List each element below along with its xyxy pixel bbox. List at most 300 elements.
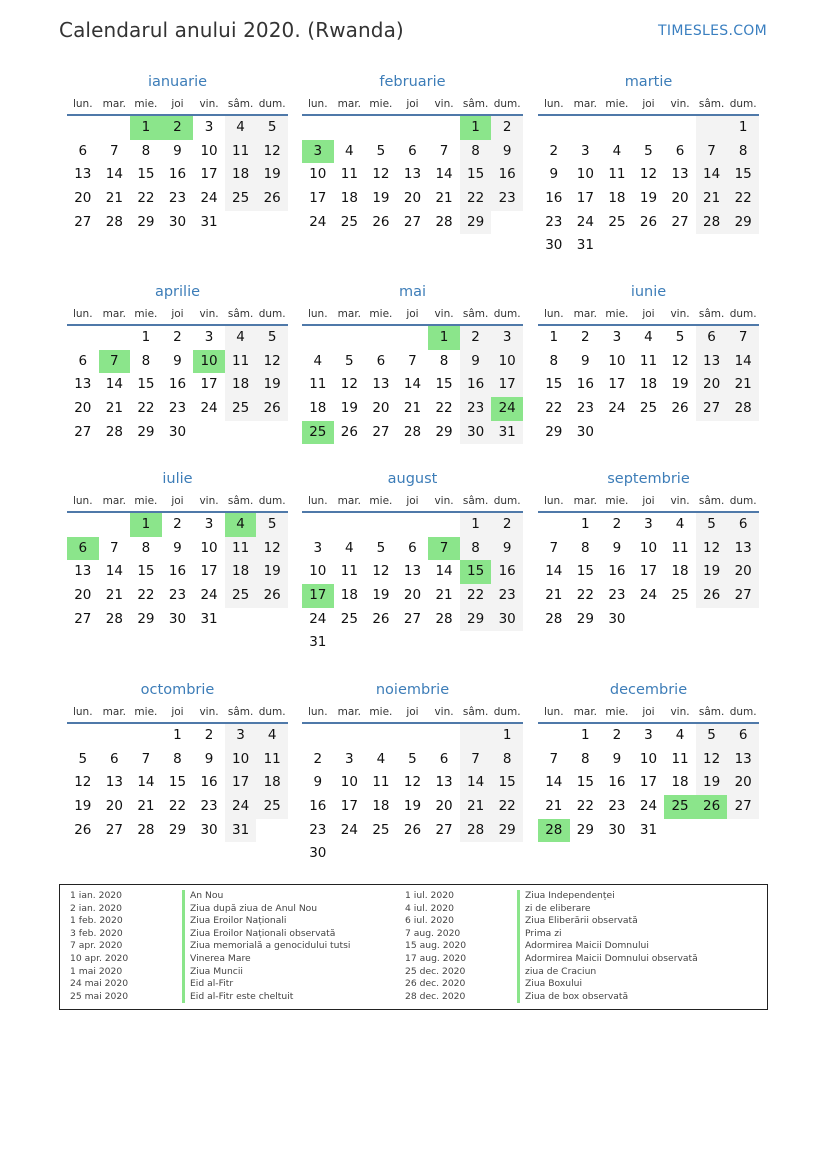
weekday-label: mie.	[369, 308, 393, 320]
day-cell: 25	[225, 397, 257, 421]
empty-day-cell	[67, 116, 99, 140]
day-cell: 30	[608, 821, 626, 838]
day-cell: 22	[137, 190, 155, 207]
month-name: noiembrie	[375, 682, 450, 698]
day-cell: 17	[200, 563, 218, 580]
empty-day-cell	[570, 116, 602, 140]
day-cell: 30	[545, 237, 563, 254]
day-cell: 31	[576, 237, 594, 254]
day-cell: 6	[110, 750, 119, 767]
day-cell: 20	[105, 798, 123, 815]
empty-day-cell	[664, 116, 696, 140]
day-cell: 12	[74, 774, 92, 791]
holiday-day-cell: 7	[428, 537, 460, 561]
day-cell: 18	[309, 400, 327, 417]
day-cell: 28	[435, 213, 453, 230]
day-cell: 29	[576, 821, 594, 838]
day-cell: 29	[137, 610, 155, 627]
day-grid	[302, 513, 523, 655]
weekday-label: mar.	[573, 98, 598, 110]
weekday-label: vin.	[670, 495, 690, 507]
legend-date: 17 aug. 2020	[405, 952, 467, 964]
legend-date: 1 ian. 2020	[70, 890, 122, 901]
empty-day-cell	[302, 326, 334, 350]
day-cell: 24	[200, 400, 218, 417]
day-cell: 21	[137, 798, 155, 815]
day-cell: 29	[545, 423, 563, 440]
day-cell: 26	[639, 213, 658, 230]
day-cell: 15	[137, 563, 155, 580]
legend-date: 15 aug. 2020	[405, 940, 467, 952]
holiday-day-cell: 28	[538, 819, 570, 843]
day-cell: 2	[581, 329, 590, 345]
day-grid	[67, 326, 288, 444]
day-cell: 23	[168, 400, 187, 417]
day-cell: 22	[435, 400, 453, 417]
day-cell: 4	[644, 329, 653, 345]
empty-day-cell	[302, 116, 334, 140]
day-cell: 24	[639, 798, 658, 815]
legend-holiday-name: Eid al-Fitr	[182, 978, 233, 991]
day-cell: 6	[439, 750, 449, 767]
legend-date: 1 mai 2020	[70, 965, 123, 977]
legend-holiday-name: ziua de Craciun	[517, 966, 596, 979]
day-cell: 26	[256, 584, 288, 608]
day-cell: 29	[168, 821, 187, 838]
day-cell: 6	[696, 326, 728, 350]
day-cell: 4	[612, 142, 622, 159]
weekday-label: sâm.	[462, 706, 489, 718]
day-cell: 4	[313, 352, 323, 369]
day-cell: 3	[345, 750, 354, 767]
legend-holiday-name: Ziua Eroilor Naționali observată	[182, 928, 335, 941]
day-cell: 21	[435, 587, 453, 604]
day-cell: 28	[727, 397, 759, 421]
legend-holiday-name: Ziua Boxului	[517, 978, 582, 991]
day-cell: 2	[612, 516, 622, 532]
holiday-day-cell: 7	[99, 350, 131, 374]
day-cell: 9	[491, 140, 523, 164]
holiday-day-cell: 24	[491, 397, 523, 421]
weekday-header	[302, 491, 523, 513]
legend-holiday-name: Adormirea Maicii Domnului observată	[517, 953, 698, 966]
weekday-label: joi	[171, 308, 184, 320]
day-cell: 5	[644, 142, 653, 159]
empty-day-cell	[302, 724, 334, 748]
weekday-label: sâm.	[698, 98, 725, 110]
legend-date: 1 feb. 2020	[70, 915, 123, 927]
weekday-label: joi	[642, 308, 655, 320]
empty-day-cell	[365, 513, 397, 537]
day-cell: 20	[696, 373, 728, 397]
day-cell: 5	[78, 750, 88, 767]
day-cell: 22	[460, 584, 492, 608]
day-cell: 11	[671, 750, 689, 767]
legend-holiday-name: An Nou	[182, 890, 223, 903]
day-cell: 14	[727, 350, 759, 374]
day-grid	[302, 326, 523, 444]
day-cell: 24	[608, 400, 626, 417]
day-cell: 25	[340, 610, 358, 627]
day-cell: 12	[671, 352, 689, 369]
day-cell: 4	[345, 539, 354, 556]
day-cell: 26	[671, 400, 689, 417]
day-cell: 31	[200, 610, 218, 627]
day-cell: 30	[576, 423, 594, 440]
weekday-label: dum.	[258, 308, 286, 320]
month-name: mai	[398, 284, 427, 300]
day-cell: 7	[727, 326, 759, 350]
day-cell: 11	[340, 563, 358, 580]
weekday-label: vin.	[670, 308, 690, 320]
day-cell: 19	[696, 771, 728, 795]
weekday-label: vin.	[199, 98, 219, 110]
day-cell: 16	[491, 163, 523, 187]
legend-row	[405, 928, 698, 941]
site-brand-link[interactable]: TIMESLES.COM	[658, 23, 767, 39]
day-cell: 28	[403, 423, 422, 440]
day-cell: 9	[204, 750, 214, 767]
empty-day-cell	[601, 116, 633, 140]
day-cell: 8	[141, 142, 151, 159]
day-cell: 16	[168, 563, 187, 580]
day-cell: 9	[173, 352, 182, 369]
weekday-label: sâm.	[227, 495, 254, 507]
day-cell: 20	[74, 190, 92, 207]
day-cell: 26	[74, 821, 92, 838]
day-cell: 22	[576, 798, 594, 815]
day-cell: 20	[403, 190, 422, 207]
day-cell: 21	[545, 587, 563, 604]
day-cell: 11	[372, 774, 390, 791]
weekday-label: mar.	[102, 98, 127, 110]
legend-row	[70, 915, 350, 928]
day-cell: 6	[78, 142, 88, 159]
day-cell: 10	[225, 748, 257, 772]
month-iunie	[538, 280, 759, 444]
day-cell: 9	[549, 166, 559, 183]
day-cell: 21	[105, 400, 123, 417]
day-grid	[67, 116, 288, 234]
weekday-label: lun.	[307, 706, 328, 718]
day-cell: 30	[168, 423, 187, 440]
empty-day-cell	[334, 513, 366, 537]
day-cell: 27	[105, 821, 123, 838]
weekday-label: dum.	[258, 706, 286, 718]
day-cell: 8	[460, 140, 492, 164]
day-cell: 23	[200, 798, 218, 815]
day-cell: 8	[439, 352, 449, 369]
day-cell: 1	[581, 727, 590, 743]
month-name: aprilie	[154, 284, 201, 300]
day-cell: 18	[671, 774, 689, 791]
day-cell: 15	[168, 774, 187, 791]
weekday-label: mie.	[605, 308, 629, 320]
day-cell: 27	[727, 584, 759, 608]
empty-day-cell	[334, 724, 366, 748]
day-cell: 29	[460, 211, 492, 235]
day-cell: 5	[408, 750, 417, 767]
day-cell: 14	[105, 166, 123, 183]
day-cell: 1	[173, 727, 182, 743]
day-cell: 8	[173, 750, 182, 767]
day-cell: 11	[671, 539, 689, 556]
weekday-label: joi	[406, 98, 419, 110]
day-cell: 5	[696, 513, 728, 537]
day-cell: 29	[137, 423, 155, 440]
day-cell: 11	[608, 166, 626, 183]
day-cell: 21	[545, 798, 563, 815]
day-cell: 30	[168, 213, 187, 230]
day-cell: 13	[727, 537, 759, 561]
day-cell: 2	[491, 116, 523, 140]
day-cell: 15	[435, 376, 453, 393]
day-cell: 26	[256, 397, 288, 421]
day-cell: 19	[671, 376, 689, 393]
day-cell: 31	[491, 421, 523, 445]
day-cell: 16	[168, 166, 187, 183]
day-cell: 11	[225, 140, 257, 164]
day-cell: 13	[727, 748, 759, 772]
day-cell: 8	[581, 750, 590, 767]
day-cell: 22	[545, 400, 563, 417]
day-cell: 30	[460, 421, 492, 445]
day-cell: 1	[141, 329, 151, 345]
legend-row	[70, 978, 350, 991]
weekday-label: joi	[642, 98, 655, 110]
day-cell: 18	[256, 771, 288, 795]
legend-holiday-name: Ziua Eroilor Naționali	[182, 915, 286, 928]
empty-day-cell	[99, 116, 131, 140]
legend-row	[70, 903, 350, 916]
day-cell: 16	[460, 373, 492, 397]
day-cell: 28	[545, 610, 563, 627]
legend-holiday-name: Ziua Independenței	[517, 890, 615, 903]
month-name: martie	[624, 74, 673, 90]
day-cell: 10	[639, 539, 658, 556]
day-cell: 2	[549, 142, 559, 159]
day-cell: 15	[576, 563, 594, 580]
day-cell: 25	[225, 187, 257, 211]
day-cell: 24	[639, 587, 658, 604]
day-cell: 21	[460, 795, 492, 819]
day-cell: 5	[696, 724, 728, 748]
day-cell: 18	[608, 190, 626, 207]
day-cell: 17	[309, 190, 327, 207]
day-cell: 31	[309, 634, 327, 651]
holiday-day-cell: 6	[67, 537, 99, 561]
day-cell: 3	[644, 727, 653, 743]
month-name: iulie	[162, 471, 193, 487]
legend-date: 2 ian. 2020	[70, 902, 122, 914]
empty-day-cell	[130, 724, 162, 748]
day-cell: 3	[204, 516, 214, 532]
day-cell: 12	[372, 166, 390, 183]
weekday-label: lun.	[72, 98, 93, 110]
day-grid	[302, 724, 523, 866]
day-cell: 24	[340, 821, 358, 838]
day-cell: 27	[74, 213, 92, 230]
legend-holiday-name: Ziua Muncii	[182, 966, 243, 979]
day-cell: 9	[491, 537, 523, 561]
empty-day-cell	[428, 724, 460, 748]
empty-day-cell	[428, 513, 460, 537]
day-cell: 17	[225, 771, 257, 795]
legend-holiday-name: Eid al-Fitr este cheltuit	[182, 991, 293, 1004]
day-cell: 4	[675, 516, 685, 532]
day-cell: 15	[137, 376, 155, 393]
day-cell: 2	[491, 513, 523, 537]
weekday-label: dum.	[493, 308, 521, 320]
empty-day-cell	[99, 724, 131, 748]
legend-row	[70, 928, 350, 941]
legend-row	[405, 978, 698, 991]
weekday-label: lun.	[72, 706, 93, 718]
day-cell: 11	[256, 748, 288, 772]
day-cell: 13	[74, 376, 92, 393]
weekday-label: mie.	[605, 706, 629, 718]
month-noiembrie	[302, 678, 523, 866]
day-cell: 2	[204, 727, 214, 743]
day-cell: 5	[256, 116, 288, 140]
day-cell: 23	[608, 587, 626, 604]
empty-day-cell	[397, 513, 429, 537]
day-cell: 4	[376, 750, 386, 767]
day-cell: 27	[727, 795, 759, 819]
day-cell: 23	[168, 587, 187, 604]
weekday-label: vin.	[199, 308, 219, 320]
weekday-label: lun.	[72, 495, 93, 507]
day-cell: 10	[200, 539, 218, 556]
weekday-label: mar.	[573, 495, 598, 507]
day-cell: 25	[639, 400, 658, 417]
day-cell: 14	[545, 563, 563, 580]
weekday-header	[67, 94, 288, 116]
day-cell: 20	[74, 587, 92, 604]
day-cell: 28	[105, 610, 123, 627]
day-cell: 15	[545, 376, 563, 393]
day-cell: 4	[256, 724, 288, 748]
weekday-label: sâm.	[698, 308, 725, 320]
day-cell: 16	[309, 798, 327, 815]
legend-date: 10 apr. 2020	[70, 952, 129, 964]
day-cell: 15	[460, 163, 492, 187]
day-cell: 12	[256, 350, 288, 374]
day-cell: 7	[141, 750, 151, 767]
day-cell: 30	[168, 610, 187, 627]
legend-date: 26 dec. 2020	[405, 978, 466, 990]
weekday-label: lun.	[543, 495, 564, 507]
day-cell: 10	[608, 352, 626, 369]
day-cell: 7	[439, 142, 449, 159]
day-cell: 22	[137, 587, 155, 604]
empty-day-cell	[67, 326, 99, 350]
day-cell: 4	[675, 727, 685, 743]
weekday-label: vin.	[199, 706, 219, 718]
legend-date: 3 feb. 2020	[70, 927, 123, 939]
day-cell: 18	[225, 373, 257, 397]
month-name: septembrie	[607, 471, 690, 487]
legend-holiday-name: Prima zi	[517, 928, 562, 941]
legend-row	[405, 991, 698, 1004]
weekday-label: vin.	[434, 495, 454, 507]
day-cell: 27	[403, 213, 422, 230]
day-cell: 11	[340, 166, 358, 183]
holiday-day-cell: 4	[225, 513, 257, 537]
legend-row	[70, 991, 350, 1004]
empty-day-cell	[365, 326, 397, 350]
day-cell: 16	[608, 563, 626, 580]
day-cell: 5	[376, 142, 386, 159]
day-cell: 28	[105, 423, 123, 440]
legend-column-left	[70, 890, 350, 1003]
holiday-day-cell: 1	[130, 513, 162, 537]
day-cell: 29	[491, 819, 523, 843]
day-cell: 3	[581, 142, 590, 159]
weekday-label: sâm.	[462, 308, 489, 320]
weekday-label: dum.	[493, 706, 521, 718]
day-cell: 29	[435, 423, 453, 440]
weekday-header	[302, 702, 523, 724]
day-cell: 31	[225, 819, 257, 843]
day-cell: 15	[727, 163, 759, 187]
empty-day-cell	[365, 116, 397, 140]
day-cell: 21	[435, 190, 453, 207]
legend-date: 1 iul. 2020	[405, 890, 454, 901]
day-cell: 5	[675, 329, 685, 345]
day-cell: 10	[200, 142, 218, 159]
weekday-label: mar.	[573, 308, 598, 320]
weekday-header	[302, 304, 523, 326]
day-cell: 3	[491, 326, 523, 350]
day-cell: 19	[256, 373, 288, 397]
legend-row	[405, 966, 698, 979]
weekday-label: mar.	[102, 495, 127, 507]
day-cell: 2	[612, 727, 622, 743]
day-cell: 4	[345, 142, 354, 159]
day-cell: 10	[309, 166, 327, 183]
weekday-label: mar.	[102, 308, 127, 320]
day-cell: 24	[225, 795, 257, 819]
day-cell: 29	[576, 610, 594, 627]
day-cell: 23	[168, 190, 187, 207]
legend-row	[70, 940, 350, 953]
day-cell: 7	[549, 539, 559, 556]
day-cell: 7	[408, 352, 417, 369]
day-cell: 3	[612, 329, 622, 345]
day-cell: 15	[576, 774, 594, 791]
legend-holiday-name: Ziua de box observată	[517, 991, 628, 1004]
day-cell: 8	[581, 539, 590, 556]
weekday-label: sâm.	[227, 308, 254, 320]
weekday-label: joi	[406, 706, 419, 718]
legend-holiday-name: Vinerea Mare	[182, 953, 251, 966]
weekday-label: joi	[171, 98, 184, 110]
day-cell: 14	[435, 563, 453, 580]
day-cell: 22	[168, 798, 187, 815]
weekday-label: mie.	[134, 308, 158, 320]
day-cell: 10	[639, 750, 658, 767]
day-cell: 15	[491, 771, 523, 795]
empty-day-cell	[334, 116, 366, 140]
day-cell: 9	[612, 539, 622, 556]
day-cell: 9	[581, 352, 590, 369]
weekday-label: vin.	[670, 706, 690, 718]
holiday-legend	[59, 884, 768, 1010]
day-cell: 20	[671, 190, 689, 207]
day-cell: 28	[460, 819, 492, 843]
holiday-day-cell: 1	[428, 326, 460, 350]
